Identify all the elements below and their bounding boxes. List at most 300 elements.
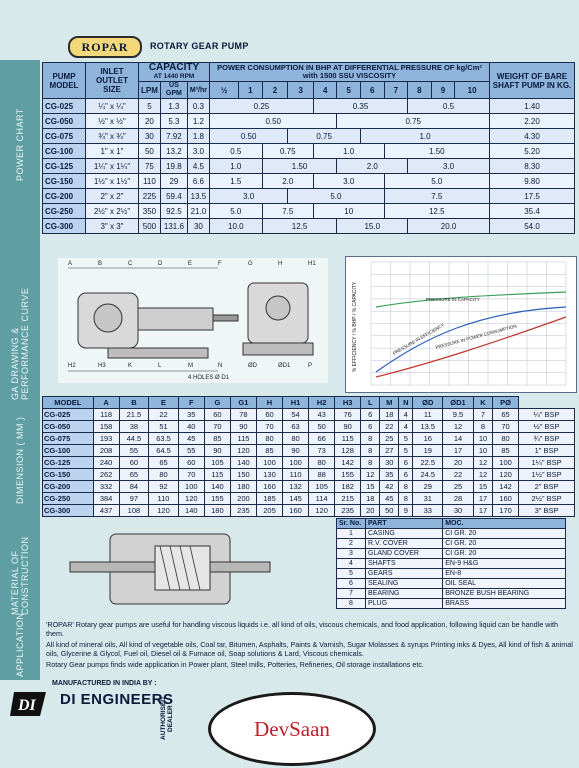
power-cell: 1.0 — [313, 144, 384, 159]
material-cell: 6 — [337, 579, 366, 589]
dim-cell: 10 — [473, 433, 492, 445]
dim-cell: 180 — [204, 505, 230, 517]
power-cell: 7.5 — [262, 204, 313, 219]
company-name: DI ENGINEERS — [60, 691, 174, 708]
power-cell: 12.5 — [384, 204, 489, 219]
power-cell: 1.3 — [160, 99, 187, 114]
power-cell: CG-250 — [43, 204, 86, 219]
header-pressure: 1 — [239, 82, 263, 99]
dimension-table — [42, 396, 575, 517]
dim-cell: 240 — [93, 457, 119, 469]
dim-cell: 85 — [493, 445, 519, 457]
dim-cell: 160 — [493, 493, 519, 505]
dim-cell: 13.5 — [413, 421, 443, 433]
graph-y-label: % EFFICIENCY / % BHP / % CAPACITY — [352, 281, 358, 373]
material-cell: PLUG — [366, 599, 443, 609]
dim-cell: 110 — [149, 493, 179, 505]
power-cell: 35.4 — [490, 204, 575, 219]
dim-cell: 22 — [380, 421, 399, 433]
dim-cell: 28 — [443, 493, 474, 505]
power-cell: 4.30 — [490, 129, 575, 144]
header-capacity-title: CAPACITY — [148, 62, 200, 73]
dim-cell: 85 — [256, 445, 282, 457]
dim-header: G1 — [230, 397, 256, 409]
power-cell: CG-100 — [43, 144, 86, 159]
material-cell: GLAND COVER — [366, 549, 443, 559]
sidebar-label-ga: GA DRAWING & PERFORMANCE CURVE — [10, 287, 30, 400]
power-cell: ¼" x ¼" — [86, 99, 139, 114]
dim-cell: ¼" BSP — [519, 409, 575, 421]
material-cell: BRASS — [443, 599, 566, 609]
power-chart-table — [42, 62, 575, 234]
power-cell: CG-200 — [43, 189, 86, 204]
curve-label-efficiency: PRESSURE IN EFFICIENCY — [392, 322, 446, 356]
header-capacity-rpm: AT 1440 RPM — [153, 73, 195, 80]
power-cell: 13.5 — [187, 189, 209, 204]
dim-cell: 2" BSP — [519, 481, 575, 493]
power-cell: 4.5 — [187, 159, 209, 174]
power-cell: 2.0 — [337, 159, 408, 174]
dim-cell: 80 — [493, 433, 519, 445]
dim-cell: 8 — [361, 457, 380, 469]
dim-header: N — [399, 397, 413, 409]
power-cell: 19.8 — [160, 159, 187, 174]
power-row — [43, 189, 575, 204]
power-cell: 5.3 — [160, 114, 187, 129]
dim-header: PØ — [493, 397, 519, 409]
dim-cell: 262 — [93, 469, 119, 481]
material-cell: OIL SEAL — [443, 579, 566, 589]
dim-cell: 128 — [335, 445, 361, 457]
header-pressure: 7 — [384, 82, 408, 99]
power-cell: 0.25 — [210, 99, 314, 114]
dim-cell: 140 — [178, 505, 204, 517]
drawing-dimension-label: H1 — [308, 261, 316, 267]
dim-cell: ¾" BSP — [519, 433, 575, 445]
dim-cell: 140 — [230, 457, 256, 469]
dim-cell: 12 — [473, 469, 492, 481]
dim-row — [43, 505, 575, 517]
ga-drawing — [48, 253, 338, 388]
power-cell: 21.0 — [187, 204, 209, 219]
dim-cell: 18 — [361, 493, 380, 505]
header-weight: WEIGHT OF BARE SHAFT PUMP IN KG. — [490, 63, 575, 99]
drawing-dimension-label: E — [188, 261, 193, 267]
power-cell: 50 — [139, 144, 161, 159]
dim-header: H — [256, 397, 282, 409]
dim-cell: 200 — [230, 493, 256, 505]
dim-cell: 145 — [283, 493, 309, 505]
power-cell: 30 — [139, 129, 161, 144]
dim-cell: 33 — [413, 505, 443, 517]
dim-cell: 24.5 — [413, 469, 443, 481]
material-row — [337, 539, 566, 549]
dim-cell: 42 — [380, 481, 399, 493]
power-cell: 0.75 — [262, 144, 313, 159]
dim-header: ØD — [413, 397, 443, 409]
dim-cell: 60 — [178, 457, 204, 469]
power-row — [43, 204, 575, 219]
drawing-note: 4 HOLES Ø D1 — [188, 375, 230, 381]
power-cell: 0.5 — [210, 144, 263, 159]
power-cell: 1" x 1" — [86, 144, 139, 159]
power-cell: 1.5 — [210, 174, 263, 189]
header-pressure: 3 — [288, 82, 314, 99]
dim-row — [43, 445, 575, 457]
dim-header: G — [204, 397, 230, 409]
drawing-dimension-label: ØD — [248, 363, 257, 369]
header-model: PUMP MODEL — [43, 63, 86, 99]
material-header: Sr. No. — [337, 519, 366, 529]
dim-header: M — [380, 397, 399, 409]
dim-cell: CG-125 — [43, 457, 94, 469]
power-cell: 1.50 — [262, 159, 337, 174]
power-cell: 3.0 — [210, 189, 288, 204]
power-cell: 1.0 — [210, 159, 263, 174]
material-cell: BEARING — [366, 589, 443, 599]
dim-cell: 54 — [283, 409, 309, 421]
drawing-dimension-label: H2 — [68, 363, 76, 369]
dim-cell: 45 — [380, 493, 399, 505]
power-cell: 5.0 — [288, 189, 384, 204]
power-cell: 10.0 — [210, 219, 263, 234]
dim-header: F — [178, 397, 204, 409]
power-cell: 20 — [139, 114, 161, 129]
dim-cell: 130 — [256, 469, 282, 481]
power-cell: 2" x 2" — [86, 189, 139, 204]
power-cell: 10 — [313, 204, 384, 219]
dim-cell: 160 — [256, 481, 282, 493]
material-cell: 3 — [337, 549, 366, 559]
power-cell: 13.2 — [160, 144, 187, 159]
header-pressure: 5 — [337, 82, 361, 99]
dim-header: E — [149, 397, 179, 409]
material-cell: 7 — [337, 589, 366, 599]
power-cell: CG-050 — [43, 114, 86, 129]
power-cell: 500 — [139, 219, 161, 234]
power-cell: 3" x 3" — [86, 219, 139, 234]
material-cell: SHAFTS — [366, 559, 443, 569]
drawing-dimension-label: A — [68, 261, 73, 267]
header-pressure: 6 — [361, 82, 385, 99]
dim-cell: 384 — [93, 493, 119, 505]
dim-row — [43, 409, 575, 421]
material-cell: CI GR. 20 — [443, 539, 566, 549]
dim-cell: 12 — [473, 457, 492, 469]
dim-cell: 55 — [178, 445, 204, 457]
material-header: PART — [366, 519, 443, 529]
material-cell: 1 — [337, 529, 366, 539]
power-cell: 0.75 — [288, 129, 361, 144]
power-cell: 5.0 — [210, 204, 263, 219]
di-logo-icon — [10, 684, 50, 724]
dim-cell: 16 — [413, 433, 443, 445]
material-drawing — [60, 524, 320, 612]
svg-text:DI: DI — [18, 697, 36, 714]
power-cell: 1½" x 1½" — [86, 174, 139, 189]
dim-cell: 100 — [256, 457, 282, 469]
power-row — [43, 219, 575, 234]
pump-base — [108, 348, 208, 358]
dim-cell: 120 — [149, 505, 179, 517]
header-capacity — [139, 63, 210, 82]
dim-cell: 2½" BSP — [519, 493, 575, 505]
header-pressure: 4 — [313, 82, 337, 99]
power-cell: 29 — [160, 174, 187, 189]
dim-cell: 332 — [93, 481, 119, 493]
dim-cell: 17 — [473, 505, 492, 517]
application-text — [46, 620, 574, 671]
dim-cell: 120 — [178, 493, 204, 505]
dim-cell: 22 — [149, 409, 179, 421]
drawing-dimension-label: K — [128, 363, 133, 369]
pump-shaft — [213, 315, 238, 321]
power-cell: 3.0 — [313, 174, 384, 189]
dim-cell: 22.5 — [413, 457, 443, 469]
dim-cell: 65 — [119, 469, 149, 481]
dim-cell: 64.5 — [149, 445, 179, 457]
dim-cell: 35 — [380, 469, 399, 481]
dim-cell: 100 — [283, 457, 309, 469]
power-cell: 0.5 — [408, 99, 490, 114]
power-cell: 225 — [139, 189, 161, 204]
sidebar-label-application: APPLICATION — [15, 612, 25, 678]
power-cell: 2.20 — [490, 114, 575, 129]
material-cell: SEALING — [366, 579, 443, 589]
header-m3hr: M³/hr — [187, 82, 209, 99]
header-pressure: ½ — [210, 82, 239, 99]
dim-row — [43, 481, 575, 493]
dim-cell: 115 — [204, 469, 230, 481]
dim-cell: 105 — [309, 481, 335, 493]
dim-cell: 92 — [149, 481, 179, 493]
drawing-dimension-label: F — [218, 261, 222, 267]
dim-cell: 45 — [178, 433, 204, 445]
dim-cell: 9 — [399, 505, 413, 517]
dim-cell: 7 — [473, 409, 492, 421]
dim-cell: CG-050 — [43, 421, 94, 433]
dim-cell: 1" BSP — [519, 445, 575, 457]
power-cell: 15.0 — [337, 219, 408, 234]
dim-cell: 6 — [361, 421, 380, 433]
header-lpm: LPM — [139, 82, 161, 99]
power-cell: 5.20 — [490, 144, 575, 159]
dim-cell: 100 — [178, 481, 204, 493]
drawing-dimension-label: C — [128, 261, 133, 267]
dim-cell: 158 — [93, 421, 119, 433]
material-cell: 5 — [337, 569, 366, 579]
dim-cell: 90 — [204, 445, 230, 457]
power-cell: CG-125 — [43, 159, 86, 174]
material-cell: EN-9 H&G — [443, 559, 566, 569]
dim-cell: 19 — [413, 445, 443, 457]
dim-cell: 132 — [283, 481, 309, 493]
dim-cell: 85 — [204, 433, 230, 445]
dim-cell: 65 — [149, 457, 179, 469]
dim-cell: 22 — [443, 469, 474, 481]
drawing-dimension-label: L — [158, 363, 162, 369]
dim-cell: 80 — [256, 433, 282, 445]
dim-cell: 73 — [309, 445, 335, 457]
pump-bracket — [138, 308, 213, 330]
dim-cell: CG-200 — [43, 481, 94, 493]
dim-cell: 15 — [473, 481, 492, 493]
drawing-dimension-label: B — [98, 261, 103, 267]
power-cell: CG-300 — [43, 219, 86, 234]
dim-cell: 63 — [283, 421, 309, 433]
dim-cell: 27 — [380, 445, 399, 457]
header-power: POWER CONSUMPTION IN BHP AT DIFFERENTIAL PRESSURE OF kg/Cm² with 1500 SSU VISCOSITY — [210, 63, 490, 82]
dim-cell: 17 — [473, 493, 492, 505]
dim-cell: 115 — [335, 433, 361, 445]
dim-cell: 180 — [230, 481, 256, 493]
power-cell: 92.5 — [160, 204, 187, 219]
dim-cell: 60 — [119, 457, 149, 469]
dim-header: L — [361, 397, 380, 409]
material-row — [337, 569, 566, 579]
page-heading: ROTARY GEAR PUMP — [150, 41, 249, 51]
dim-cell: 8 — [361, 433, 380, 445]
dim-cell: 70 — [256, 421, 282, 433]
dim-cell: 235 — [335, 505, 361, 517]
performance-graph — [345, 256, 577, 393]
power-cell: CG-075 — [43, 129, 86, 144]
dim-cell: 235 — [230, 505, 256, 517]
dim-cell: CG-025 — [43, 409, 94, 421]
dim-cell: 97 — [119, 493, 149, 505]
dim-cell: 44.5 — [119, 433, 149, 445]
dim-row — [43, 457, 575, 469]
material-row — [337, 599, 566, 609]
power-cell: ¾" x ¾" — [86, 129, 139, 144]
header-pressure: 9 — [431, 82, 455, 99]
dim-cell: 80 — [309, 457, 335, 469]
material-row — [337, 529, 566, 539]
header-usgpm: US GPM — [160, 82, 187, 99]
dim-cell: 208 — [93, 445, 119, 457]
dim-cell: 14 — [443, 433, 474, 445]
authorised-dealer: AUTHORISED DEALER — [160, 697, 174, 741]
power-cell: 1.0 — [361, 129, 490, 144]
sidebar-label-power: POWER CHART — [15, 108, 25, 182]
power-cell: 0.50 — [210, 129, 288, 144]
power-row — [43, 99, 575, 114]
dim-cell: 40 — [178, 421, 204, 433]
dim-cell: 1¼" BSP — [519, 457, 575, 469]
dim-header: K — [473, 397, 492, 409]
material-row — [337, 589, 566, 599]
power-cell: 7.5 — [384, 189, 489, 204]
dim-cell: 12 — [361, 469, 380, 481]
material-cell: CI GR. 20 — [443, 549, 566, 559]
section-gear — [155, 546, 210, 590]
dim-cell: 50 — [309, 421, 335, 433]
power-cell: 1.2 — [187, 114, 209, 129]
power-cell: 8.30 — [490, 159, 575, 174]
power-row — [43, 174, 575, 189]
dim-cell: 63.5 — [149, 433, 179, 445]
dim-cell: 155 — [335, 469, 361, 481]
dim-header: H2 — [309, 397, 335, 409]
power-cell: 1.50 — [384, 144, 489, 159]
dim-cell: 140 — [204, 481, 230, 493]
drawing-dimension-label: ØD1 — [278, 363, 291, 369]
material-cell: CASING — [366, 529, 443, 539]
dim-cell: 88 — [309, 469, 335, 481]
drawing-dimension-label: P — [308, 363, 313, 369]
dim-cell: 115 — [230, 433, 256, 445]
dim-cell: 70 — [204, 421, 230, 433]
dim-cell: 108 — [119, 505, 149, 517]
dim-cell: 80 — [283, 433, 309, 445]
dim-cell: CG-250 — [43, 493, 94, 505]
power-cell: 20.0 — [408, 219, 490, 234]
dim-cell: 78 — [230, 409, 256, 421]
material-cell: 2 — [337, 539, 366, 549]
application-paragraph-1: 'ROPAR' Rotary gear pumps are useful for handling viscous liquids i.e. all kind of oils, viscous chemicals, and food application, following liquid can be handle with them. — [46, 620, 558, 638]
power-cell: 9.80 — [490, 174, 575, 189]
dim-cell: 5 — [399, 445, 413, 457]
dim-cell: 12 — [443, 421, 474, 433]
dim-cell: 15 — [361, 481, 380, 493]
dim-header: H1 — [283, 397, 309, 409]
dim-cell: CG-300 — [43, 505, 94, 517]
dim-cell: 5 — [399, 433, 413, 445]
power-cell: 0.35 — [313, 99, 407, 114]
power-cell: 350 — [139, 204, 161, 219]
dim-cell: 30 — [443, 505, 474, 517]
dim-cell: 29 — [413, 481, 443, 493]
power-cell: 1¼" x 1¼" — [86, 159, 139, 174]
dim-cell: 20 — [361, 505, 380, 517]
power-cell: 30 — [187, 219, 209, 234]
dim-row — [43, 421, 575, 433]
dim-cell: ½" BSP — [519, 421, 575, 433]
dim-cell: 20 — [443, 457, 474, 469]
dim-cell: 215 — [335, 493, 361, 505]
material-cell: R.V. COVER — [366, 539, 443, 549]
dim-cell: 118 — [93, 409, 119, 421]
drawing-dimension-label: D — [158, 261, 163, 267]
dim-cell: 31 — [413, 493, 443, 505]
dim-cell: 185 — [256, 493, 282, 505]
material-cell: 4 — [337, 559, 366, 569]
dim-cell: 51 — [149, 421, 179, 433]
dim-header: B — [119, 397, 149, 409]
drawing-dimension-label: G — [248, 261, 253, 267]
manufactured-by: MANUFACTURED IN INDIA BY : — [52, 680, 157, 687]
dim-cell: 60 — [256, 409, 282, 421]
power-cell: 12.5 — [262, 219, 337, 234]
dealer-logo: DevSaan — [208, 692, 376, 766]
curve-label-capacity: PRESSURE IN CAPACITY — [426, 297, 480, 302]
dim-cell: 8 — [399, 481, 413, 493]
dim-cell: 90 — [283, 445, 309, 457]
power-cell: 0.3 — [187, 99, 209, 114]
dim-cell: 160 — [283, 505, 309, 517]
dim-cell: 60 — [204, 409, 230, 421]
dim-cell: 100 — [493, 457, 519, 469]
power-cell: 3.0 — [408, 159, 490, 174]
dim-cell: 3" BSP — [519, 505, 575, 517]
power-row — [43, 159, 575, 174]
power-cell: 7.92 — [160, 129, 187, 144]
drawing-dimension-label: H — [278, 261, 283, 267]
dim-cell: 70 — [178, 469, 204, 481]
dim-cell: 205 — [256, 505, 282, 517]
dim-cell: 43 — [309, 409, 335, 421]
power-cell: CG-150 — [43, 174, 86, 189]
